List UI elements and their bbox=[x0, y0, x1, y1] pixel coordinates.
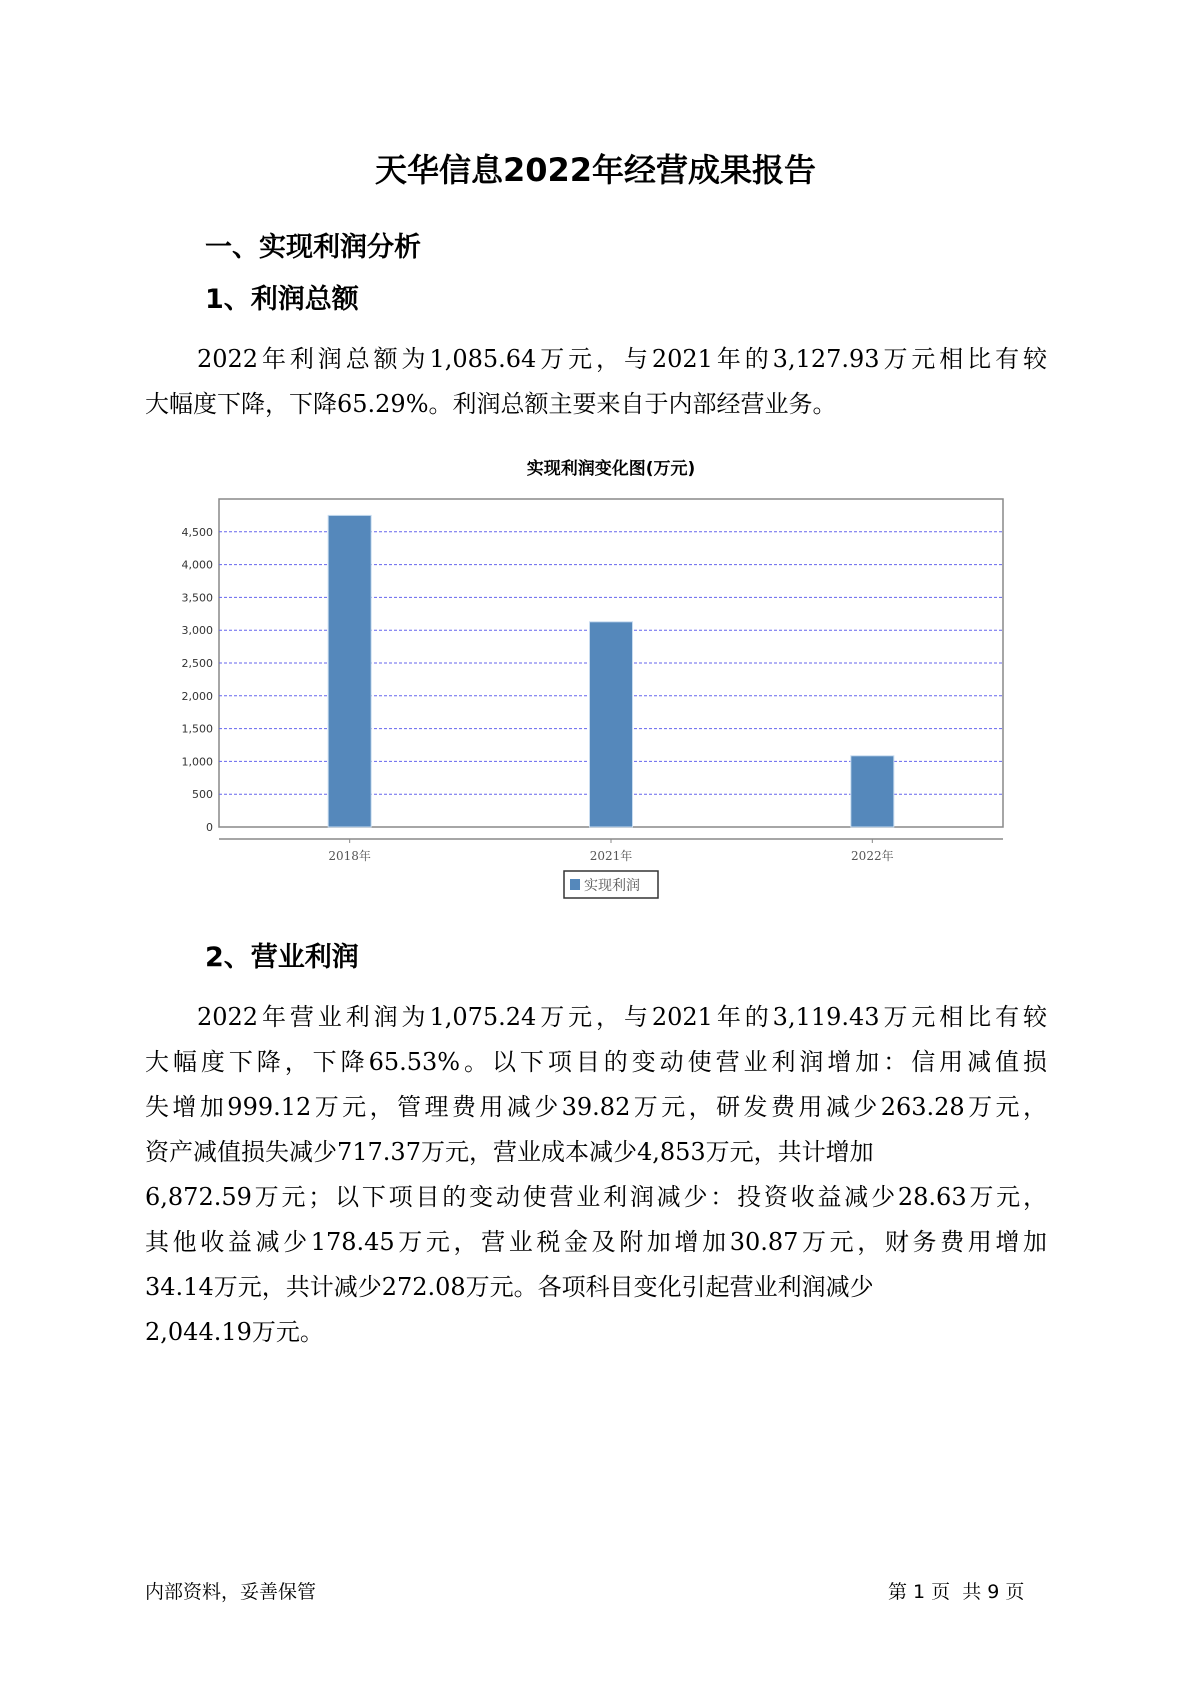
y-tick-label: 4,000 bbox=[181, 558, 213, 572]
chart-title: 实现利润变化图(万元) bbox=[526, 459, 696, 479]
y-tick-label: 2,500 bbox=[181, 657, 213, 670]
text-line: 大幅度下降，下降65.53%。以下项目的变动使营业利润增加：信用减值损 bbox=[145, 1048, 1047, 1076]
bar-2022年 bbox=[851, 756, 894, 827]
page-title: 天华信息2022年经营成果报告 bbox=[374, 151, 817, 189]
y-tick-label: 2,000 bbox=[181, 689, 213, 703]
x-tick-label: 2022年 bbox=[851, 849, 894, 863]
y-tick-label: 0 bbox=[206, 821, 213, 834]
text-line: 34.14万元，共计减少272.08万元。各项科目变化引起营业利润减少 bbox=[145, 1273, 874, 1301]
legend-swatch bbox=[570, 879, 580, 890]
section-heading: 一、实现利润分析 bbox=[205, 232, 421, 263]
footer-confidential: 内部资料，妥善保管 bbox=[145, 1581, 317, 1603]
x-tick-label: 2021年 bbox=[589, 849, 633, 863]
y-tick-label: 1,000 bbox=[181, 755, 213, 769]
y-tick-label: 3,000 bbox=[181, 624, 213, 638]
bar-2018年 bbox=[328, 515, 371, 827]
y-tick-label: 500 bbox=[192, 788, 213, 802]
y-tick-label: 1,500 bbox=[181, 722, 213, 736]
text-line: 其他收益减少178.45万元，营业税金及附加增加30.87万元，财务费用增加 bbox=[145, 1228, 1047, 1256]
text-line: 2,044.19万元。 bbox=[145, 1318, 324, 1346]
text-line: 失增加999.12万元，管理费用减少39.82万元，研发费用减少263.28万元， bbox=[145, 1093, 1047, 1121]
x-tick-label: 2018年 bbox=[328, 849, 371, 863]
bar-2021年 bbox=[590, 622, 633, 827]
text-line: 2022年利润总额为1,085.64万元，与2021年的3,127.93万元相比有较 bbox=[197, 345, 1047, 373]
footer-page-number: 第 1 页 共 9 页 bbox=[888, 1581, 1025, 1603]
subsection-heading-operating-profit: 2、营业利润 bbox=[205, 942, 359, 973]
y-tick-label: 4,500 bbox=[181, 525, 213, 539]
paragraph-profit-total bbox=[145, 337, 1047, 427]
legend-label: 实现利润 bbox=[584, 878, 640, 894]
text-line: 6,872.59万元；以下项目的变动使营业利润减少：投资收益减少28.63万元， bbox=[145, 1183, 1047, 1211]
paragraph-operating-profit bbox=[145, 995, 1047, 1355]
subsection-heading-profit-total: 1、利润总额 bbox=[205, 284, 359, 315]
y-tick-label: 3,500 bbox=[181, 591, 213, 605]
profit-bar-chart bbox=[150, 450, 1050, 910]
text-line: 资产减值损失减少717.37万元，营业成本减少4,853万元，共计增加 bbox=[145, 1138, 874, 1166]
text-line: 大幅度下降，下降65.29%。利润总额主要来自于内部经营业务。 bbox=[145, 390, 837, 418]
text-line: 2022年营业利润为1,075.24万元，与2021年的3,119.43万元相比有较 bbox=[197, 1003, 1047, 1031]
